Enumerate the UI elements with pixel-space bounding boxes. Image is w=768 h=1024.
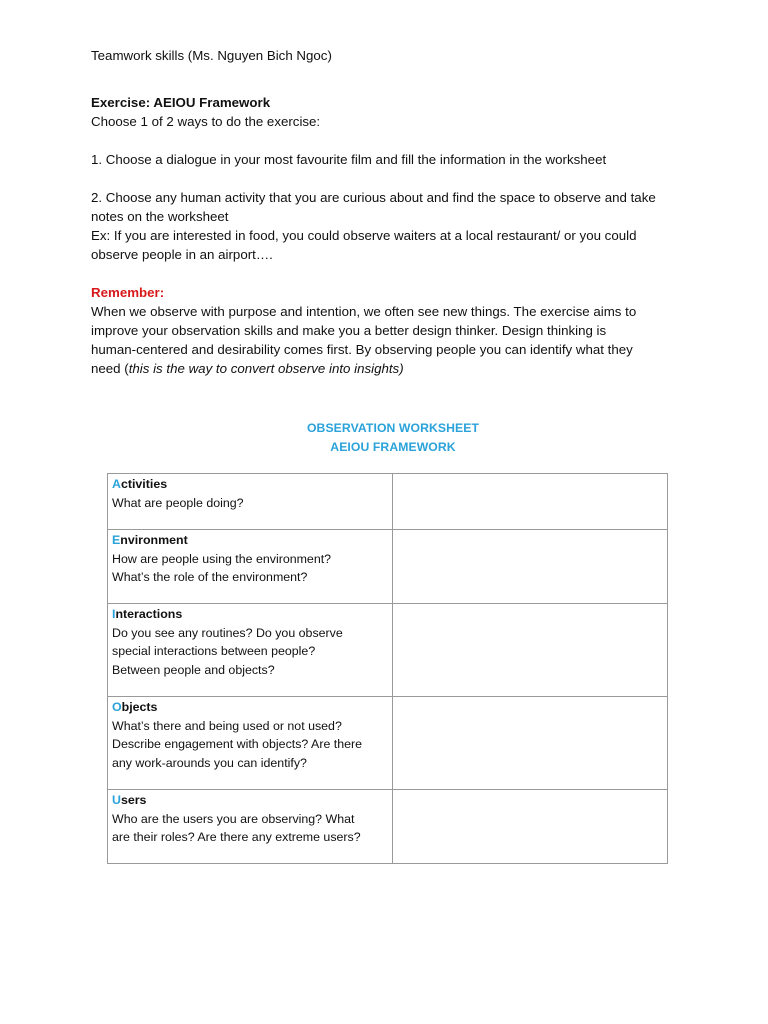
interactions-heading: nteractions [115,607,183,621]
remember-line-4-prefix: need ( [91,361,129,376]
objects-answer-cell[interactable] [392,697,667,790]
users-label-cell [108,790,393,864]
option-2-line-2: notes on the worksheet [91,209,229,224]
table-row-environment [108,530,668,604]
objects-question-3: any work-arounds you can identify? [112,755,307,770]
worksheet-title-line-1: OBSERVATION WORKSHEET [306,421,480,435]
environment-answer-cell[interactable] [392,530,667,604]
remember-line-4-italic: this is the way to convert observe into insights) [128,361,404,376]
worksheet-title-line-2: AEIOU FRAMEWORK [330,440,456,454]
environment-heading: nvironment [120,533,188,547]
remember-line-4 [91,359,691,378]
remember-section [91,283,691,378]
interactions-answer-cell[interactable] [392,604,667,697]
table-row-interactions [108,604,668,697]
exercise-option-1 [91,150,691,169]
objects-letter: O [112,700,122,714]
remember-line-2: improve your observation skills and make you a better design thinker. Design thinking is [91,323,607,338]
activities-answer-cell[interactable] [392,474,667,530]
example-line-1: Ex: If you are interested in food, you could observe waiters at a local restaurant/ or you could [91,228,637,243]
objects-question-2: Describe engagement with objects? Are there [112,737,363,751]
users-answer-cell[interactable] [392,790,667,864]
activities-label-cell [108,474,393,530]
worksheet-title [300,419,486,457]
interactions-letter: I [112,607,116,621]
option-2-line-1: 2. Choose any human activity that you are curious about and find the space to observe and take [91,190,656,205]
remember-line-3: human-centered and desirability comes first. By observing people you can identify what they [91,342,633,357]
exercise-section [91,93,691,131]
objects-question-1: What’s there and being used or not used? [112,718,342,733]
activities-question-1: What are people doing? [112,495,244,510]
table-row-objects [108,697,668,790]
environment-label-cell [108,530,393,604]
document-header [91,46,691,65]
objects-label-cell [108,697,393,790]
table-row-users [108,790,668,864]
exercise-option-2 [91,188,691,264]
environment-letter: E [112,533,121,547]
objects-heading: bjects [121,700,158,714]
interactions-question-2: special interactions between people? [112,644,316,658]
interactions-label-cell [108,604,393,697]
remember-line-1: When we observe with purpose and intention, we often see new things. The exercise aims to [91,304,637,319]
exercise-heading: Exercise: AEIOU Framework [91,95,271,110]
users-question-2: are their roles? Are there any extreme users? [112,830,361,844]
activities-heading: ctivities [120,477,168,491]
activities-letter: A [112,477,121,491]
environment-question-1: How are people using the environment? [112,551,332,566]
interactions-question-1: Do you see any routines? Do you observe [112,625,343,640]
aeiou-worksheet-table [107,473,668,864]
table-row-activities [108,474,668,530]
remember-heading: Remember: [91,285,165,300]
users-letter: U [112,793,121,807]
exercise-choose-line: Choose 1 of 2 ways to do the exercise: [91,114,321,129]
users-heading: sers [120,793,147,807]
environment-question-2: What’s the role of the environment? [112,570,308,584]
option-1-text: 1. Choose a dialogue in your most favourite film and fill the information in the worksheet [91,152,607,167]
example-line-2: observe people in an airport…. [91,247,273,262]
users-question-1: Who are the users you are observing? What [112,811,355,826]
interactions-question-3: Between people and objects? [112,662,275,677]
document-title: Teamwork skills (Ms. Nguyen Bich Ngoc) [91,48,332,63]
